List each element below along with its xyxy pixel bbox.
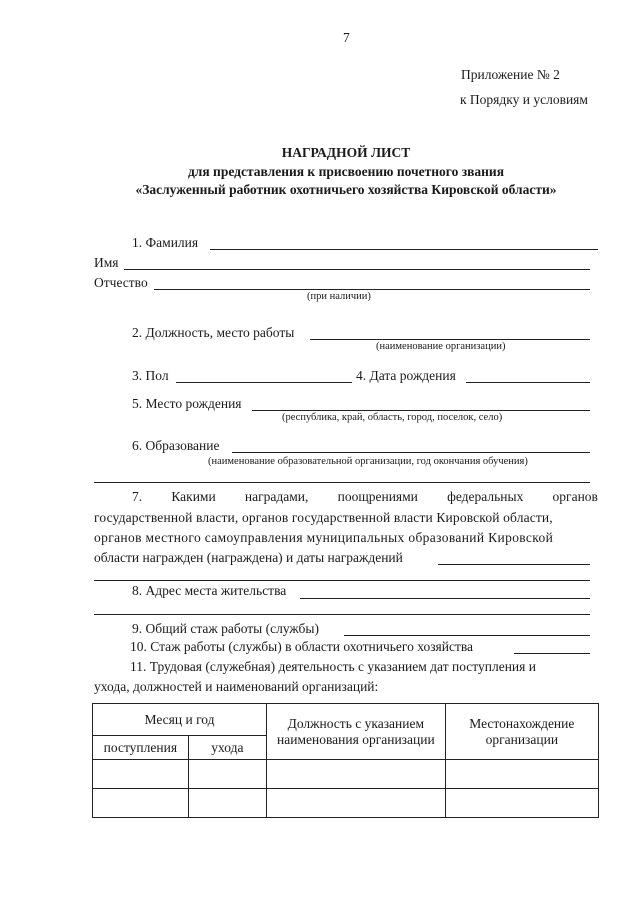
education-hint: (наименование образовательной организации, год окончания обучения) [208, 456, 528, 467]
table-cell[interactable] [188, 760, 266, 789]
header-position [267, 704, 446, 760]
awards-line-2: государственной власти, органов государственной власти Кировской области, [94, 510, 553, 525]
table-cell[interactable] [267, 789, 446, 818]
awards-input-line[interactable] [438, 564, 590, 565]
header-location-line-2: организации [485, 731, 559, 747]
work-activity-line-1: 11. Трудовая (служебная) деятельность с указанием дат поступления и [130, 659, 536, 674]
birth-place-input-line[interactable] [252, 410, 590, 411]
surname-input-line[interactable] [210, 249, 598, 250]
table-cell[interactable] [93, 760, 189, 789]
table-cell[interactable] [188, 789, 266, 818]
position-input-line[interactable] [310, 339, 590, 340]
name-input-line[interactable] [124, 269, 590, 270]
patronymic-hint: (при наличии) [307, 291, 371, 302]
awards-word: наградами, [244, 489, 309, 504]
table-cell[interactable] [267, 760, 446, 789]
work-activity-line-2: ухода, должностей и наименований организаций: [94, 679, 379, 694]
position-hint: (наименование организации) [376, 341, 506, 352]
sex-input-line[interactable] [176, 382, 352, 383]
patronymic-input-line[interactable] [154, 289, 590, 290]
name-label: Имя [94, 255, 119, 270]
awards-word: органов [552, 489, 598, 504]
education-input-line[interactable] [232, 452, 590, 453]
awards-extra-line[interactable] [94, 580, 590, 581]
education-extra-line[interactable] [94, 482, 590, 483]
table-row [93, 789, 599, 818]
awards-word: Какими [171, 489, 216, 504]
birth-place-label: 5. Место рождения [132, 396, 242, 411]
table-cell[interactable] [445, 760, 598, 789]
header-location [445, 704, 598, 760]
appendix-line-1: Приложение № 2 [461, 67, 560, 82]
education-label: 6. Образование [132, 438, 220, 453]
sex-label: 3. Пол [132, 368, 169, 383]
header-position-line-1: Должность с указанием [287, 715, 425, 731]
awards-line-1 [94, 489, 598, 505]
header-exit: ухода [188, 736, 266, 760]
awards-word: поощрениями [337, 489, 418, 504]
hunting-experience-label: 10. Стаж работы (службы) в области охотничьего хозяйства [130, 639, 474, 654]
appendix-line-2: к Порядку и условиям [460, 92, 588, 107]
address-input-line[interactable] [300, 598, 590, 599]
address-label: 8. Адрес места жительства [132, 583, 287, 598]
total-experience-label: 9. Общий стаж работы (службы) [132, 621, 319, 636]
table-cell[interactable] [93, 789, 189, 818]
surname-label: 1. Фамилия [132, 235, 199, 250]
birth-date-label: 4. Дата рождения [356, 368, 456, 383]
page-number: 7 [343, 30, 350, 45]
header-location-line-1: Местонахождение [469, 715, 575, 731]
awards-line-4: области награжден (награждена) и даты награждений [94, 550, 403, 565]
birth-place-hint: (республика, край, область, город, поселок, село) [282, 412, 503, 423]
awards-line-3: органов местного самоуправления муниципальных образований Кировской [94, 530, 554, 545]
total-experience-input-line[interactable] [344, 635, 590, 636]
patronymic-label: Отчество [94, 275, 148, 290]
awards-word: федеральных [447, 489, 524, 504]
birth-date-input-line[interactable] [466, 382, 590, 383]
table-row [93, 760, 599, 789]
header-entry: поступления [93, 736, 189, 760]
table-header-row [93, 704, 599, 736]
document-subtitle-1: для представления к присвоению почетного звания [187, 164, 505, 179]
document-title: НАГРАДНОЙ ЛИСТ [281, 145, 411, 160]
table-cell[interactable] [445, 789, 598, 818]
hunting-experience-input-line[interactable] [514, 653, 590, 654]
work-history-table [92, 703, 599, 818]
awards-word: 7. [132, 489, 143, 504]
position-label: 2. Должность, место работы [132, 325, 295, 340]
document-subtitle-2: «Заслуженный работник охотничьего хозяйства Кировской области» [135, 182, 557, 197]
header-month-year: Месяц и год [93, 704, 267, 736]
header-position-line-2: наименования организации [277, 731, 435, 747]
address-extra-line[interactable] [94, 614, 590, 615]
